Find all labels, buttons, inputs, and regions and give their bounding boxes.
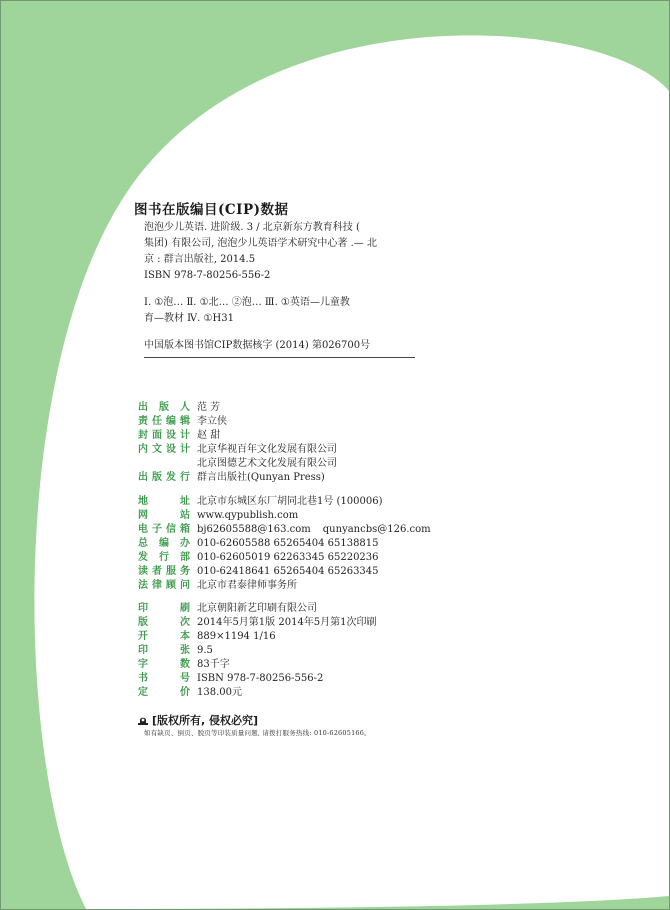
- contact-block: [138, 495, 431, 593]
- service-notice: 如有缺页、倒页、脱页等印装质量问题, 请拨打服务热线: 010-62605166。: [144, 729, 371, 737]
- website-value: www.qypublish.com: [197, 510, 299, 521]
- info-row: [138, 672, 377, 686]
- phone-value: 010-62605588 65265404 65138815: [197, 538, 379, 549]
- email-value: bj62605588@163.com: [197, 524, 311, 535]
- info-value: 2014年5月第1版 2014年5月第1次印刷: [197, 617, 377, 628]
- info-value: 李立侠: [197, 416, 227, 427]
- info-value: 北京图德艺术文化发展有限公司: [197, 458, 337, 469]
- info-row: [138, 602, 377, 616]
- info-label: 印 张: [138, 645, 190, 656]
- info-row: [138, 443, 337, 457]
- info-label: 总 编 办: [138, 538, 190, 549]
- info-value: 赵 甜: [197, 430, 221, 441]
- info-row: [138, 551, 431, 565]
- info-value: ISBN 978-7-80256-556-2: [197, 673, 324, 684]
- info-row: [138, 537, 431, 551]
- info-value: 北京朝阳新艺印刷有限公司: [197, 603, 317, 614]
- info-row: [138, 658, 377, 672]
- cip-classification: Ⅰ. ①泡… Ⅱ. ①北… ②泡… Ⅲ. ①英语—儿童教: [144, 297, 350, 308]
- info-value: 北京市君泰律师事务所: [197, 580, 297, 591]
- info-label: 封面设计: [138, 430, 190, 441]
- info-value: 北京华视百年文化发展有限公司: [197, 444, 337, 455]
- info-label: 发 行 部: [138, 552, 190, 563]
- price-value: 138.00元: [197, 687, 242, 698]
- info-label: 定 价: [138, 687, 190, 698]
- cip-title: 图书在版编目(CIP)数据: [134, 202, 289, 218]
- info-label: 开 本: [138, 631, 190, 642]
- info-row: [138, 630, 377, 644]
- printing-block: [138, 602, 377, 700]
- info-label: 读者服务: [138, 566, 190, 577]
- info-label: 法律顾问: [138, 580, 190, 591]
- info-row: [138, 616, 377, 630]
- info-row: [138, 686, 377, 700]
- cip-number: 中国版本图书馆CIP数据核字 (2014) 第026700号: [144, 340, 371, 351]
- rights-text: [版权所有, 侵权必究]: [152, 714, 259, 727]
- address-value: 北京市东城区东厂胡同北巷1号 (100006): [197, 496, 383, 507]
- info-value: 群言出版社(Qunyan Press): [197, 472, 325, 483]
- cip-record: [144, 220, 419, 327]
- info-row: [138, 644, 377, 658]
- info-label: 书 号: [138, 673, 190, 684]
- info-row: [138, 565, 431, 579]
- info-value: 83千字: [197, 659, 230, 670]
- info-label: 责任编辑: [138, 416, 190, 427]
- rights-reserved: [137, 712, 258, 728]
- info-label: 内文设计: [138, 444, 190, 455]
- copyright-seal-icon: [137, 715, 149, 726]
- phone-value: 010-62605019 62263345 65220236: [197, 552, 379, 563]
- info-value: 889×1194 1/16: [197, 631, 276, 642]
- info-label: 版 次: [138, 617, 190, 628]
- email-value: qunyancbs@126.com: [322, 524, 431, 535]
- info-row: [138, 457, 337, 471]
- info-label: 出 版 人: [138, 402, 190, 413]
- cip-line: 集团) 有限公司, 泡泡少儿英语学术研究中心著 .— 北: [144, 238, 377, 249]
- info-label: 电子信箱: [138, 524, 190, 535]
- phone-value: 010-62418641 65265404 65263345: [197, 566, 379, 577]
- page-content: [1, 1, 669, 909]
- info-row: [138, 471, 337, 485]
- info-row: [138, 429, 337, 443]
- info-label: 字 数: [138, 659, 190, 670]
- info-label: 网 站: [138, 510, 190, 521]
- info-value: 范 芳: [197, 402, 221, 413]
- info-label: 印 刷: [138, 603, 190, 614]
- cip-line: 京 : 群言出版社, 2014.5: [144, 254, 256, 265]
- info-label: 地 址: [138, 496, 190, 507]
- info-row: [138, 523, 431, 537]
- cip-line: 泡泡少儿英语. 进阶级. 3 / 北京新东方教育科技 (: [144, 222, 360, 233]
- info-row: [138, 401, 337, 415]
- cip-isbn: ISBN 978-7-80256-556-2: [144, 270, 271, 281]
- info-value: 9.5: [197, 645, 213, 656]
- info-label: 出版发行: [138, 472, 190, 483]
- info-row: [138, 415, 337, 429]
- cip-classification: 育—教材 Ⅳ. ①H31: [144, 313, 234, 324]
- info-row: [138, 509, 431, 523]
- info-row: [138, 495, 431, 509]
- staff-block: [138, 401, 337, 485]
- divider: [144, 357, 415, 358]
- info-row: [138, 579, 431, 593]
